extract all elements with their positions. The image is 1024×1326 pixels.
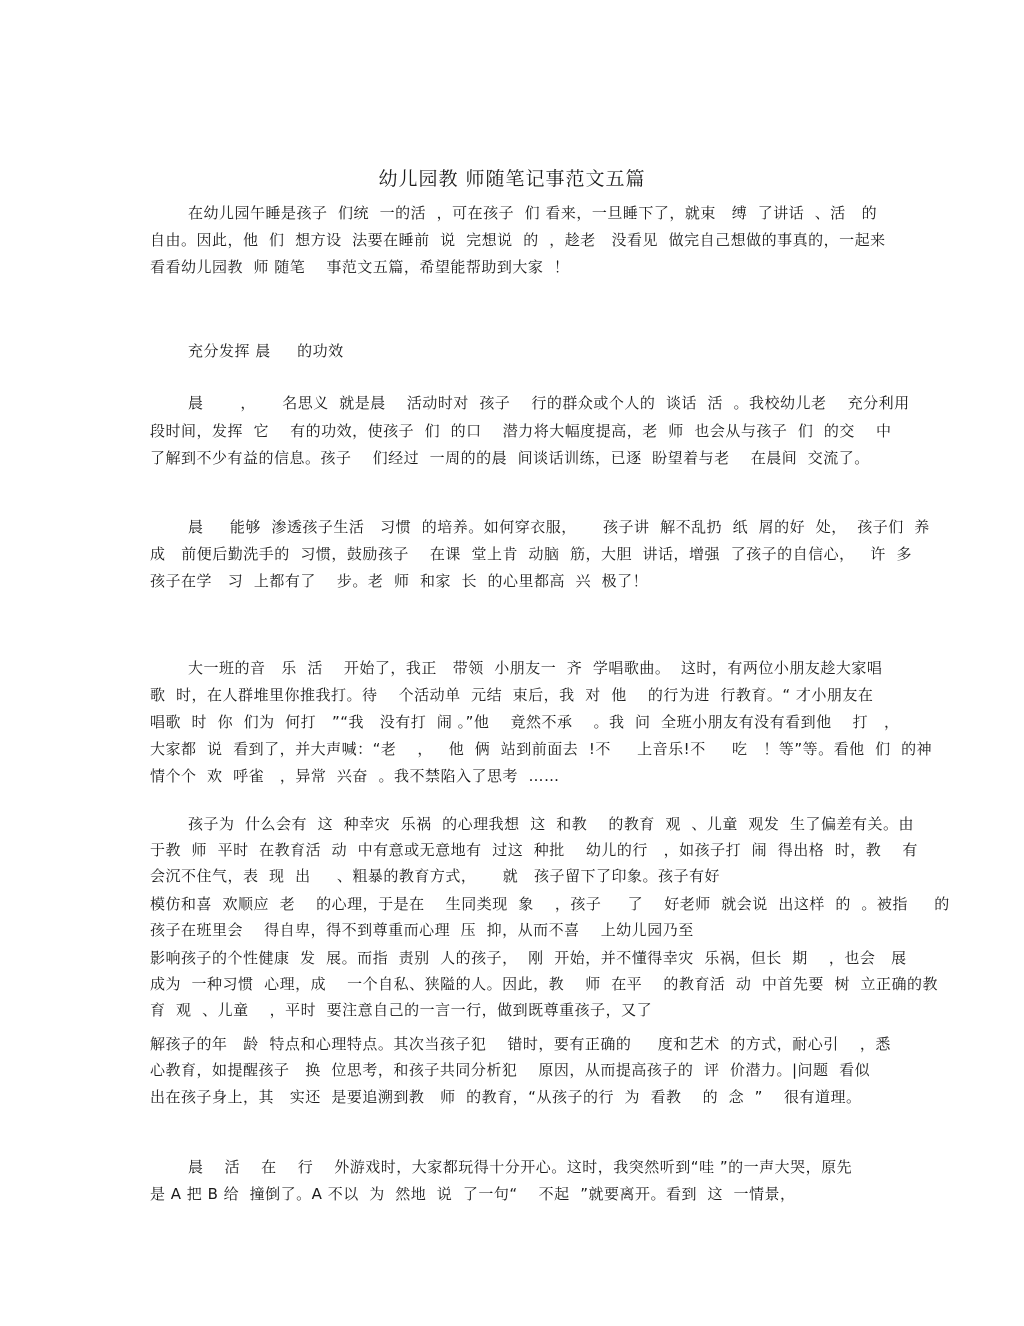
text-line: 成 前便后勤洗手的 习惯，鼓励孩子 在课 堂上肯 动脑 筋，大胆 讲话，增强 了孩子的自信心， 许 多 [150,545,912,563]
text-line: 在幼儿园午睡是孩子 们统 一的活 ，可在孩子 们 看来，一旦睡下了，就束 缚 了讲话 、活 的 [188,204,878,222]
text-line: 解孩子的年 龄 特点和心理特点。其次当孩子犯 错时，要有正确的 度和艺术 的方式，耐心引 ，悉 [150,1035,891,1053]
text-line: 于教 师 平时 在教育活 动 中有意或无意地有 过这 种批 幼儿的行 ，如孩子打 闹 得出格 时，教 有 [150,841,918,859]
text-line: 大家都 说 看到了，并大声喊：“老 ， 他 俩 站到前面去 !不 上音乐!不 吃 ！等”等。看他 们 的神 [150,740,933,758]
text-line: 晨 能够 渗透孩子生活 习惯 的培养。如何穿衣服， 孩子讲 解不乱扔 纸 屑的好 处， 孩子们 养 [188,518,930,536]
text-line: 孩子为 什么会有 这 种幸灾 乐祸 的心理我想 这 和教 的教育 观 、儿童 观发 生了偏差有关。由 [188,815,914,833]
text-line: 心教育，如提醒孩子 换 位思考，和孩子共同分析犯 原因，从而提高孩子的 评 价潜力。|问题 看似 [150,1061,871,1079]
text-line: 唱歌 时 你 们为 何打 ”“我 没有打 闹 。”他 竟然不承 。我 问 全班小朋友有没有看到他 打 ， [150,713,900,731]
text-line: 自由。因此，他 们 想方设 法要在睡前 说 完想说 的 ，趁老 没看见 做完自己想做的事真的，一起来 [150,231,886,249]
text-line: 歌 时，在人群堆里你推我打。待 个活动单 元结 束后，我 对 他 的行为进 行教育。“ 才小朋友在 [150,686,874,704]
text-line: 孩子在学 习 上都有了 步。老 师 和家 长 的心里都高 兴 极了！ [150,572,649,590]
text-line: 晨 活 在 行 外游戏时，大家都玩得十分开心。这时，我突然听到“哇 ”的一声大哭，原先 [188,1158,853,1176]
text-line: 出在孩子身上，其 实还 是要追溯到教 师 的教育，“从孩子的行 为 看教 的 念 ” 很有道理。 [150,1088,862,1106]
text-line: 大一班的音 乐 活 开始了，我正 带领 小朋友一 齐 学唱歌曲。 这时，有两位小朋友趁大家唱 [188,659,883,677]
text-line: 看看幼儿园教 师 随笔 事范文五篇，希望能帮助到大家 ！ [150,258,570,276]
text-line: 成为 一种习惯 心理，成 一个自私、狭隘的人。因此，教 师 在平 的教育活 动 中首先要 树 立正确的教 [150,975,938,993]
text-line: 情个个 欢 呼雀 ，异常 兴奋 。我不禁陷入了思考 …… [150,767,560,785]
text-line: 模仿和喜 欢顺应 老 的心理，于是在 生同类现 象 ，孩子 了 好老师 就会说 出这样 的 。被指 的 [150,895,950,913]
text-line: 会沉不住气，表 现 出 、粗暴的教育方式， 就 孩子留下了印象。孩子有好 [150,867,721,885]
document-title: 幼儿园教 师随笔记事范文五篇 [378,168,646,190]
section-heading: 充分发挥 晨 的功效 [188,342,344,360]
text-line: 是 A 把 B 给 撞倒了。A 不以 为 然地 说 了一句“ 不起 ”就要离开。看到 这 一情景， [150,1185,796,1203]
text-line: 孩子在班里会 得自卑，得不到尊重而心理 压 抑，从而不喜 上幼儿园乃至 [150,921,694,939]
text-line: 晨 ， 名思义 就是晨 活动时对 孩子 行的群众或个人的 谈话 活 。我校幼儿老 充分利用 [188,394,910,412]
text-line: 了解到不少有益的信息。孩子 们经过 一周的的晨 间谈话训练，已逐 盼望着与老 在晨间 交流了。 [150,449,870,467]
text-line: 育 观 、儿童 ，平时 要注意自己的一言一行，做到既尊重孩子，又了 [150,1001,653,1019]
text-line: 段时间，发挥 它 有的功效，使孩子 们 的口 潜力将大幅度提高，老 师 也会从与孩子 们 的交 中 [150,422,892,440]
text-line: 影响孩子的个性健康 发 展。而指 责别 人的孩子， 刚 开始，并不懂得幸灾 乐祸，但长 期 ，也会 展 [150,949,907,967]
